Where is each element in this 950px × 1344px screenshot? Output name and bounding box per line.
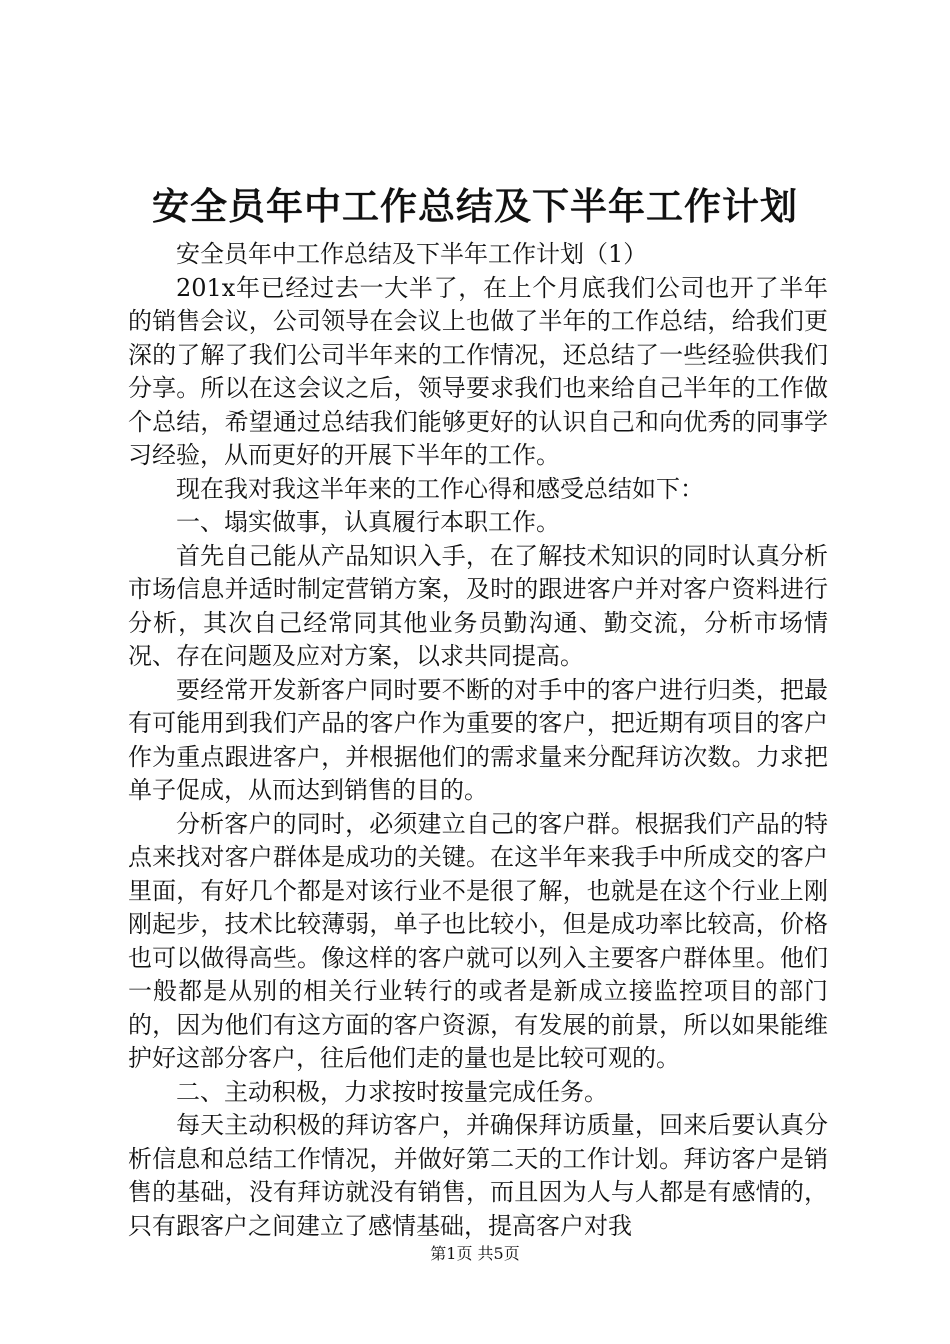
paragraph: 首先自己能从产品知识入手，在了解技术知识的同时认真分析市场信息并适时制定营销方案，及时的跟进客户并对客户资料进行分析，其次自己经常同其他业务员勤沟通、勤交流，分析市场情况、存在问题及应对方案，以求共同提高。 [128,541,828,670]
section-heading: 一、塌实做事，认真履行本职工作。 [176,508,560,536]
page-footer: 第1页 共5页 [430,1244,520,1263]
subtitle-paragraph: 安全员年中工作总结及下半年工作计划（1） [176,240,648,268]
paragraph: 现在我对我这半年来的工作心得和感受总结如下： [176,474,704,503]
paragraph: 分析客户的同时，必须建立自己的客户群。根据我们产品的特点来找对客户群体是成功的关键。在这半年来我手中所成交的客户里面，有好几个都是对该行业不是很了解，也就是在这个行业上刚刚起步，技术比较薄弱，单子也比较小，但是成功率比较高，价格也可以做得高些。像这样的客户就可以列入主要客户群体里。他们一般都是从别的相关行业转行的或者是新成立接监控项目的部门的，因为他们有这方面的客户资源，有发展的前景，所以如果能维护好这部分客户，往后他们走的量也是比较可观的。 [128,809,828,1072]
paragraph: 201x年已经过去一大半了，在上个月底我们公司也开了半年的销售会议，公司领导在会议上也做了半年的工作总结，给我们更深的了解了我们公司半年来的工作情况，还总结了一些经验供我们分享。所以在这会议之后，领导要求我们也来给自己半年的工作做个总结，希望通过总结我们能够更好的认识自己和向优秀的同事学习经验，从而更好的开展下半年的工作。 [128,273,828,469]
section-heading: 二、主动积极，力求按时按量完成任务。 [176,1077,608,1106]
paragraph: 要经常开发新客户同时要不断的对手中的客户进行归类，把最有可能用到我们产品的客户作为重要的客户，把近期有项目的客户作为重点跟进客户，并根据他们的需求量来分配拜访次数。力求把单子促成，从而达到销售的目的。 [128,675,828,804]
document-title: 安全员年中工作总结及下半年工作计划 [152,184,798,228]
document-body [128,238,828,1243]
paragraph: 每天主动积极的拜访客户，并确保拜访质量，回来后要认真分析信息和总结工作情况，并做好第二天的工作计划。拜访客户是销售的基础，没有拜访就没有销售，而且因为人与人都是有感情的，只有跟客户之间建立了感情基础，提高客户对我 [128,1111,828,1240]
